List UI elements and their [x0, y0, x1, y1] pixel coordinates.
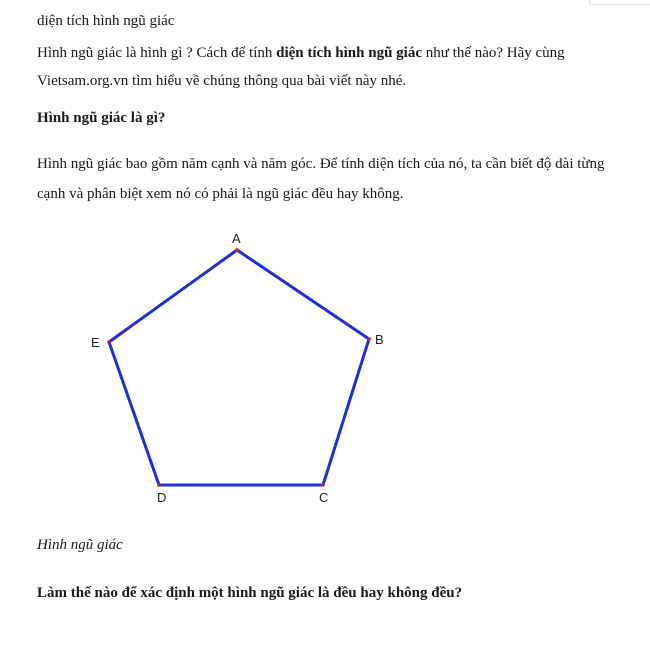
figure-caption: Hình ngũ giác: [37, 537, 123, 553]
section-heading-what-is-pentagon: Hình ngũ giác là gì?: [37, 110, 166, 126]
vertex-label-a: A: [232, 231, 241, 246]
vertex-label-d: D: [157, 490, 167, 505]
vertex-label-e: E: [91, 335, 100, 350]
title-line: diện tích hình ngũ giác: [37, 13, 175, 29]
vertex-c-point: [321, 483, 325, 487]
pentagon-shape: [109, 250, 369, 485]
vertex-b-point: [367, 337, 371, 341]
vertex-e-point: [107, 340, 111, 344]
intro-text-1: Hình ngũ giác là hình gì ? Cách để tính: [37, 45, 277, 61]
section-heading-regular-or-not: Làm thế nào để xác định một hình ngũ giác là đều hay không đều?: [37, 585, 463, 601]
vertex-a-point: [235, 248, 239, 252]
section-paragraph-definition: Hình ngũ giác bao gồm năm cạnh và năm góc. Để tính diện tích của nó, ta cần biết độ dài từng cạnh và phân biệt xem nó có phải là ngũ giác đều hay không.: [37, 156, 605, 202]
intro-paragraph: [37, 39, 617, 95]
intro-text-2: như thế nào? Hãy cùng Vietsam.org.vn tìm hiểu về chúng thông qua bài viết này nhé.: [37, 45, 565, 89]
vertex-label-c: C: [319, 490, 329, 505]
top-right-decoration: [589, 0, 650, 5]
vertex-label-b: B: [375, 332, 384, 347]
vertex-d-point: [157, 483, 161, 487]
pentagon-figure: [82, 222, 402, 512]
intro-bold-keyword: diện tích hình ngũ giác: [276, 45, 423, 61]
